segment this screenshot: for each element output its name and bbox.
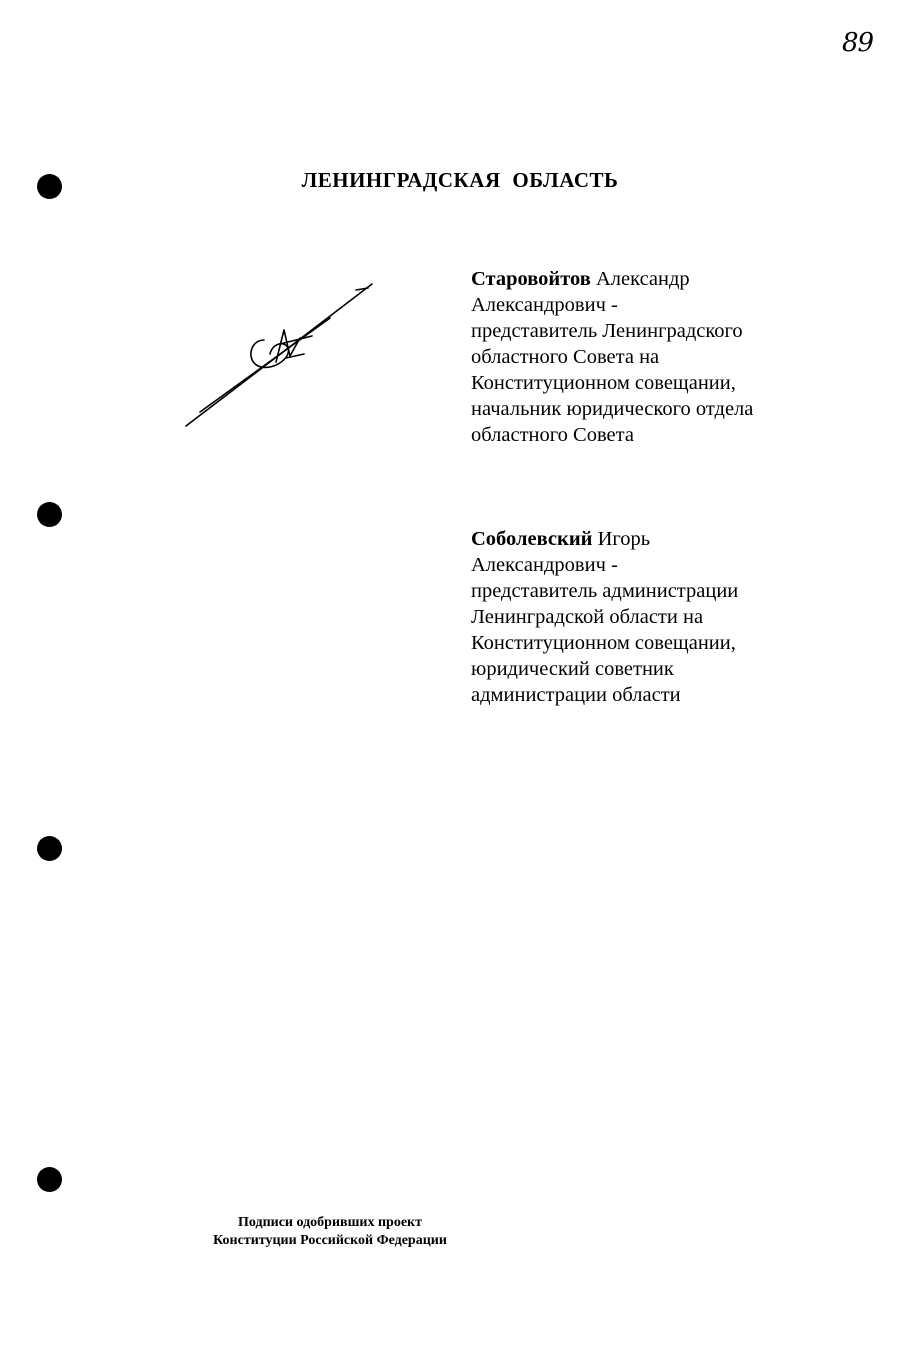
person-surname: Соболевский: [471, 528, 593, 550]
person-detail-line: Ленинградской области на: [471, 606, 704, 628]
person-entry-starovoitov: [471, 266, 801, 448]
punch-hole: [37, 1167, 62, 1192]
person-detail-line: областного Совета на: [471, 346, 660, 368]
person-first-name: Игорь: [592, 528, 651, 550]
person-detail-line: Александрович -: [471, 554, 618, 576]
page-number: 89: [842, 28, 874, 58]
person-first-name: Александр: [590, 268, 690, 290]
person-surname: Старовойтов: [471, 268, 591, 290]
person-detail-line: представитель Ленинградского: [471, 320, 743, 342]
person-detail-line: областного Совета: [471, 424, 634, 446]
footer-line: Конституции Российской Федерации: [213, 1233, 447, 1248]
person-entry-sobolevsky: [471, 526, 801, 708]
person-name-line: [471, 526, 801, 552]
handwritten-signature: [180, 278, 380, 430]
punch-hole: [37, 836, 62, 861]
page-title: ЛЕНИНГРАДСКАЯ ОБЛАСТЬ: [301, 168, 619, 192]
person-detail-line: представитель администрации: [471, 580, 739, 602]
person-name-line: [471, 266, 801, 292]
person-detail-line: юридический советник: [471, 658, 674, 680]
person-detail-line: начальник юридического отдела: [471, 398, 754, 420]
person-detail-line: Конституционном совещании,: [471, 372, 736, 394]
person-detail-line: администрации области: [471, 684, 681, 706]
person-detail-line: Александрович -: [471, 294, 618, 316]
person-detail-line: Конституционном совещании,: [471, 632, 736, 654]
punch-hole: [37, 502, 62, 527]
footer-caption: [170, 1214, 490, 1250]
footer-line: Подписи одобривших проект: [238, 1215, 422, 1230]
